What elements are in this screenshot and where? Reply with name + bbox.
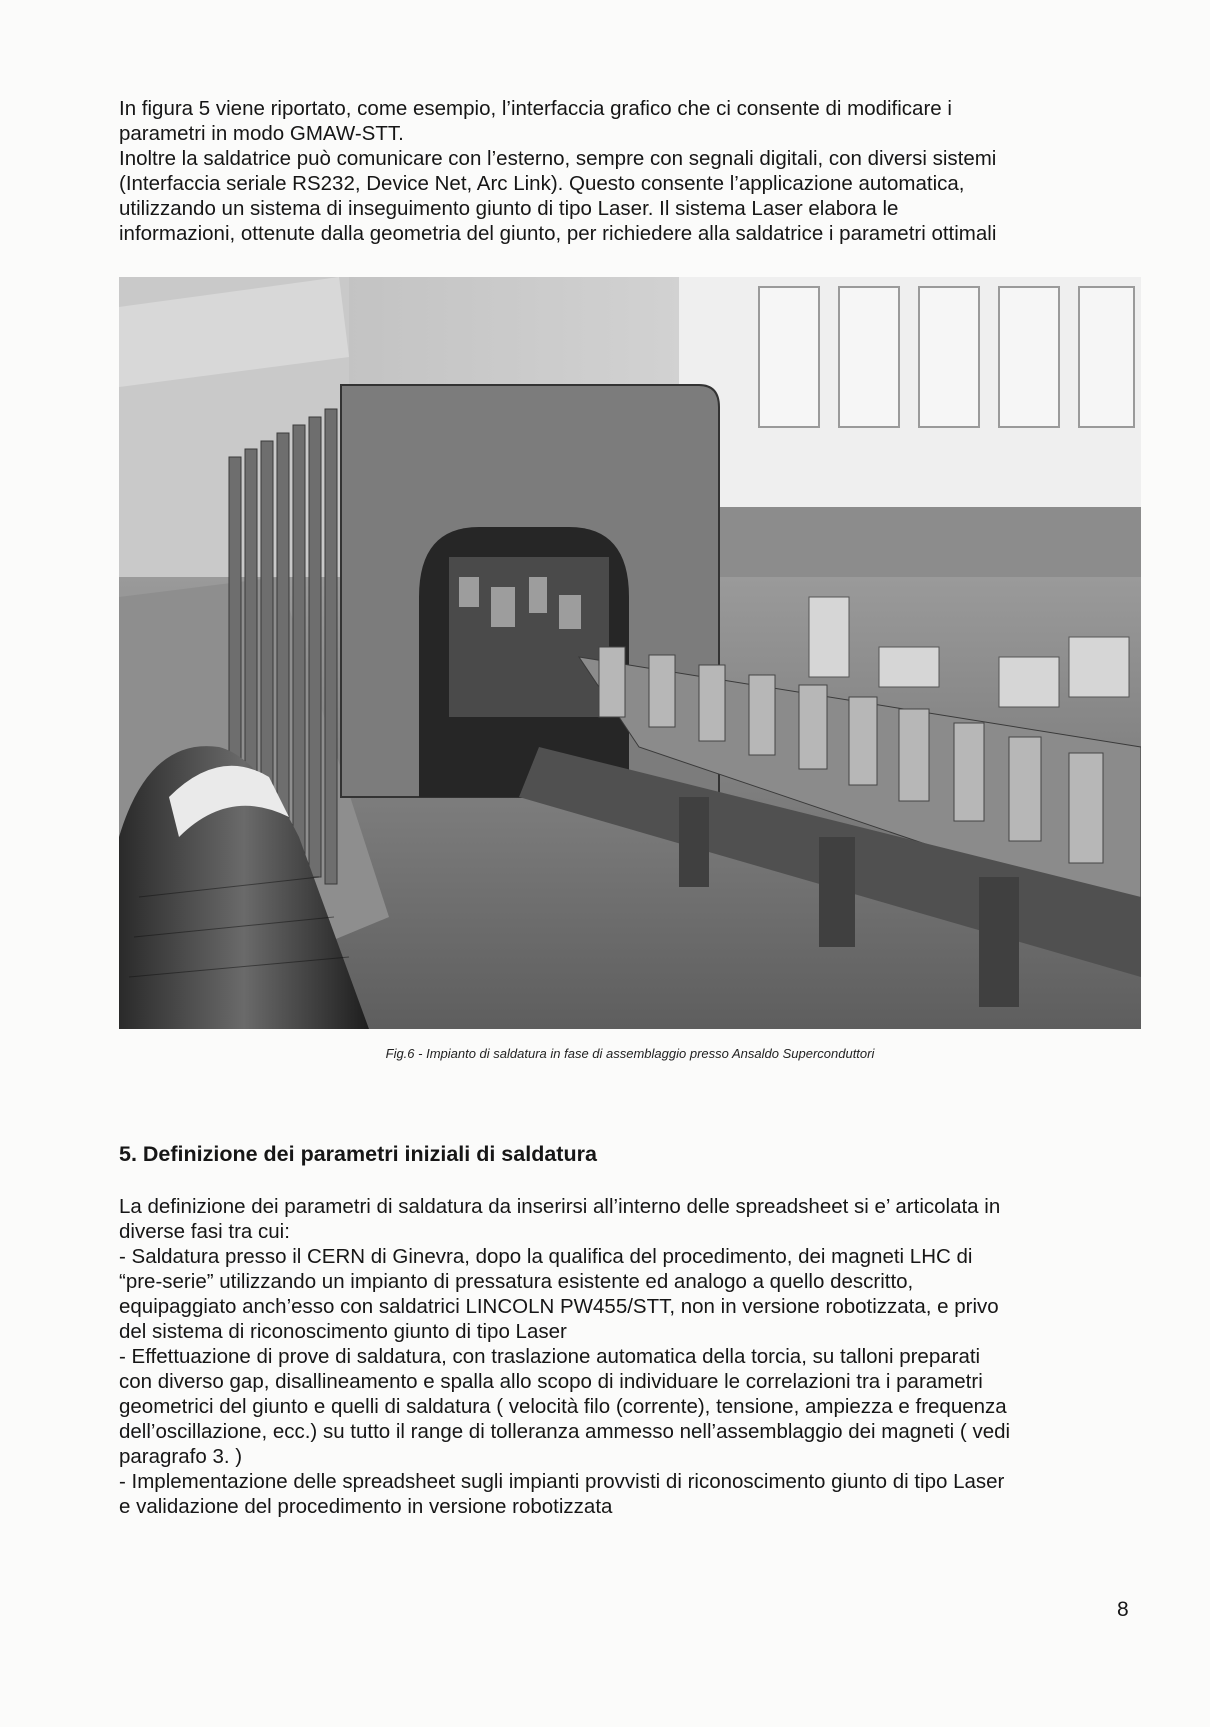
text-line: La definizione dei parametri di saldatura da inserirsi all’interno delle spreadsheet si e’ articolata in — [119, 1195, 1001, 1218]
text-line: - Saldatura presso il CERN di Ginevra, dopo la qualifica del procedimento, dei magneti LHC di — [119, 1245, 973, 1268]
text-line: paragrafo 3. ) — [119, 1445, 243, 1468]
text-line: - Effettuazione di prove di saldatura, con traslazione automatica della torcia, su talloni preparati — [119, 1345, 981, 1368]
text-line: e validazione del procedimento in versione robotizzata — [119, 1495, 613, 1518]
text-line: dell’oscillazione, ecc.) su tutto il range di tolleranza ammesso nell’assemblaggio dei magneti ( vedi — [119, 1420, 1011, 1443]
figure-caption: Fig.6 - Impianto di saldatura in fase di assemblaggio presso Ansaldo Superconduttori — [385, 1046, 875, 1061]
section-paragraph — [119, 1194, 1139, 1519]
text-line: geometrici del giunto e quelli di saldatura ( velocità filo (corrente), tensione, ampiezza e frequenza — [119, 1395, 1007, 1418]
text-line: - Implementazione delle spreadsheet sugli impianti provvisti di riconoscimento giunto di tipo Laser — [119, 1470, 1005, 1493]
text-line: equipaggiato anch’esso con saldatrici LINCOLN PW455/STT, non in versione robotizzata, e privo — [119, 1295, 999, 1318]
text-line: del sistema di riconoscimento giunto di tipo Laser — [119, 1320, 567, 1343]
text-line: con diverso gap, disallineamento e spalla allo scopo di individuare le correlazioni tra i parametri — [119, 1370, 983, 1393]
section-heading: 5. Definizione dei parametri iniziali di saldatura — [119, 1142, 597, 1166]
page-number: 8 — [1117, 1598, 1129, 1621]
text-line: parametri in modo GMAW-STT. — [119, 122, 404, 145]
text-line: utilizzando un sistema di inseguimento giunto di tipo Laser. Il sistema Laser elabora le — [119, 197, 899, 220]
welding-plant-photo — [119, 277, 1141, 1029]
text-line: In figura 5 viene riportato, come esempio, l’interfaccia grafico che ci consente di modificare i — [119, 97, 952, 120]
intro-paragraph — [119, 96, 1139, 246]
text-line: “pre-serie” utilizzando un impianto di pressatura esistente ed analogo a quello descritto, — [119, 1270, 914, 1293]
text-line: (Interfaccia seriale RS232, Device Net, Arc Link). Questo consente l’applicazione automatica, — [119, 172, 965, 195]
text-line: diverse fasi tra cui: — [119, 1220, 290, 1243]
text-line: informazioni, ottenute dalla geometria del giunto, per richiedere alla saldatrice i parametri ottimali — [119, 222, 997, 245]
text-line: Inoltre la saldatrice può comunicare con l’esterno, sempre con segnali digitali, con diversi sistemi — [119, 147, 997, 170]
